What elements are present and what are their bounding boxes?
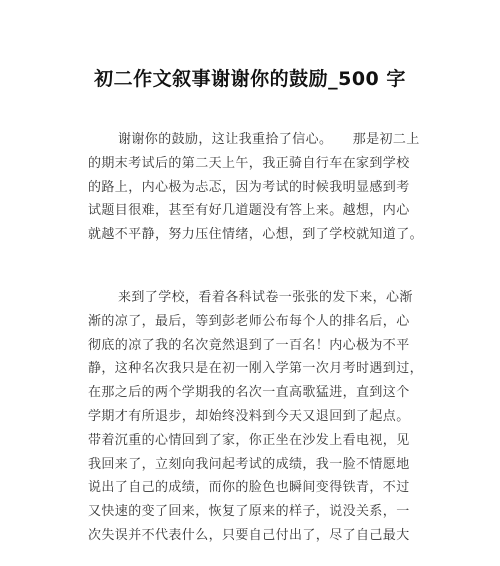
paragraph-line: 渐的凉了，最后，等到彭老师公布每个人的排名后，心 xyxy=(88,313,410,329)
paragraph-line: 的路上，内心极为忐忑，因为考试的时候我明显感到考 xyxy=(88,179,410,195)
paragraph-2 xyxy=(88,286,428,548)
paragraph-line: 就越不平静，努力压住情绪，心想，到了学校就知道了。 xyxy=(88,227,424,243)
document-title: 初二作文叙事谢谢你的鼓励_500 字 xyxy=(94,68,406,90)
paragraph-line: 在那之后的两个学期我的名次一直高歌猛进，直到这个 xyxy=(88,385,410,401)
paragraph-line: 又快速的变了回来，恢复了原来的样子，说没关系，一 xyxy=(88,504,410,520)
paragraph-line: 说出了自己的成绩，而你的脸色也瞬间变得铁青，不过 xyxy=(88,480,410,496)
paragraph-line: 的期末考试后的第二天上午，我正骑自行车在家到学校 xyxy=(88,155,410,171)
paragraph-line: 静，这种名次我只是在初一刚入学第一次月考时遇到过， xyxy=(88,361,424,377)
paragraph-1 xyxy=(88,128,428,247)
paragraph-line: 次失误并不代表什么，只要自己付出了，尽了自己最大 xyxy=(88,527,410,543)
paragraph-line: 来到了学校，看着各科试卷一张张的发下来，心渐 xyxy=(118,290,413,305)
paragraph-line: 我回来了，立刻向我问起考试的成绩，我一脸不情愿地 xyxy=(88,456,410,472)
paragraph-line: 带着沉重的心情回到了家，你正坐在沙发上看电视，见 xyxy=(88,432,410,448)
paragraph-line: 彻底的凉了我的名次竟然退到了一百名！内心极为不平 xyxy=(88,337,410,353)
paragraph-line: 学期才有所退步，却始终没料到今天又退回到了起点。 xyxy=(88,408,410,424)
paragraph-line: 试题目很难，甚至有好几道题没有答上来。越想，内心 xyxy=(88,203,410,219)
paragraph-line: 谢谢你的鼓励，这让我重拾了信心。 那是初二上 xyxy=(118,132,420,147)
